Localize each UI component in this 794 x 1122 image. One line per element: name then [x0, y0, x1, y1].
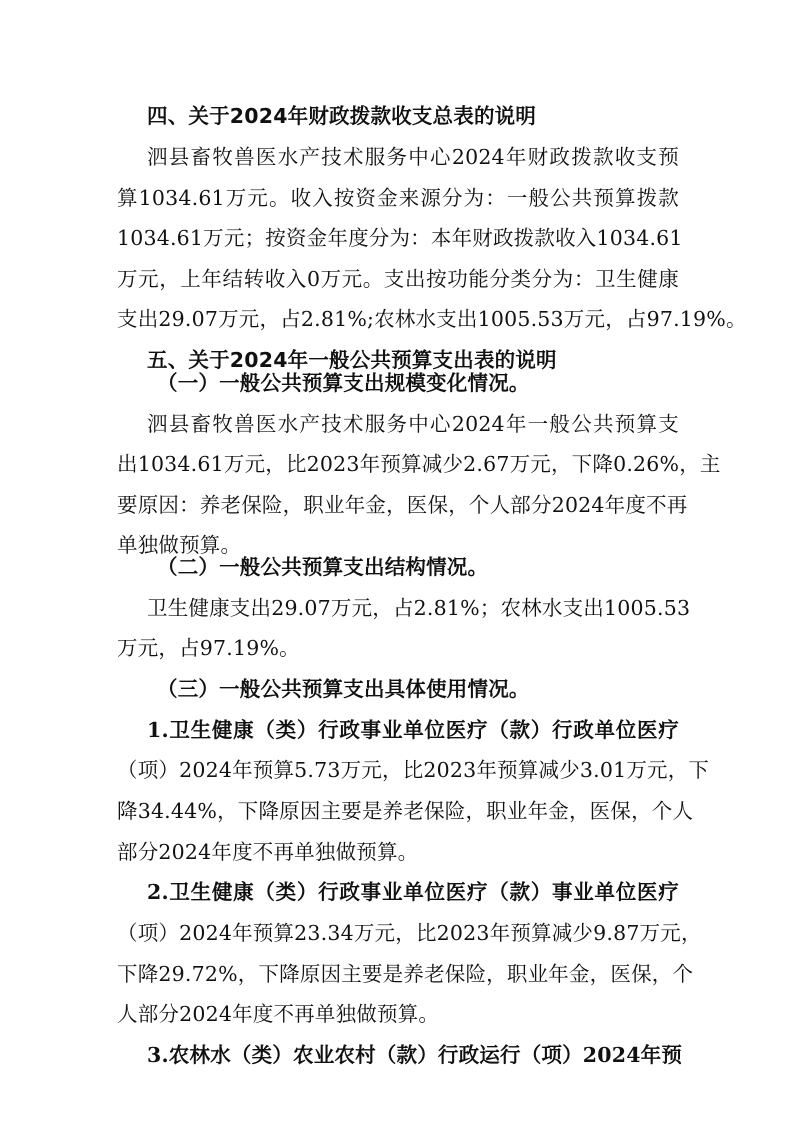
section-heading-4: 四、关于2024年财政拨款收支总表的说明 — [147, 104, 537, 128]
paragraph-line: 泗县畜牧兽医水产技术服务中心2024年财政拨款收支预 — [147, 145, 679, 169]
item-heading-2: 2.卫生健康（类）行政事业单位医疗（款）事业单位医疗 — [147, 880, 679, 904]
paragraph-line: 要原因：养老保险，职业年金，医保，个人部分2024年度不再 — [117, 493, 688, 517]
item-heading-1: 1.卫生健康（类）行政事业单位医疗（款）行政单位医疗 — [147, 718, 679, 742]
paragraph-line: （项）2024年预算23.34万元，比2023年预算减少9.87万元， — [117, 921, 702, 945]
paragraph-line: 降34.44%，下降原因主要是养老保险，职业年金，医保，个人 — [117, 799, 694, 823]
subsection-heading-3: （三）一般公共预算支出具体使用情况。 — [157, 677, 530, 701]
paragraph-line: 人部分2024年度不再单独做预算。 — [117, 1002, 440, 1026]
paragraph-line: 卫生健康支出29.07万元，占2.81%；农林水支出1005.53 — [147, 596, 691, 620]
paragraph-line: 支出29.07万元，占2.81%;农林水支出1005.53万元，占97.19%。 — [117, 307, 747, 331]
paragraph-line: 泗县畜牧兽医水产技术服务中心2024年一般公共预算支 — [147, 412, 679, 436]
paragraph-line: 1034.61万元；按资金年度分为：本年财政拨款收入1034.61 — [117, 226, 683, 250]
section-heading-5: 五、关于2024年一般公共预算支出表的说明 — [147, 348, 557, 372]
paragraph-line: 部分2024年度不再单独做预算。 — [117, 840, 419, 864]
paragraph-line: 万元，上年结转收入0万元。支出按功能分类分为：卫生健康 — [117, 267, 679, 291]
paragraph-line: （项）2024年预算5.73万元，比2023年预算减少3.01万元，下 — [117, 758, 710, 782]
paragraph-line: 万元，占97.19%。 — [117, 636, 300, 660]
subsection-heading-1: （一）一般公共预算支出规模变化情况。 — [157, 371, 530, 395]
paragraph-line: 下降29.72%，下降原因主要是养老保险，职业年金，医保，个 — [117, 962, 694, 986]
paragraph-line: 出1034.61万元，比2023年预算减少2.67万元，下降0.26%，主 — [117, 452, 721, 476]
paragraph-line: 单独做预算。 — [117, 533, 242, 557]
paragraph-line: 算1034.61万元。收入按资金来源分为：一般公共预算拨款 — [117, 186, 679, 210]
subsection-heading-2: （二）一般公共预算支出结构情况。 — [157, 555, 489, 579]
item-heading-3: 3.农林水（类）农业农村（款）行政运行（项）2024年预 — [147, 1043, 683, 1067]
